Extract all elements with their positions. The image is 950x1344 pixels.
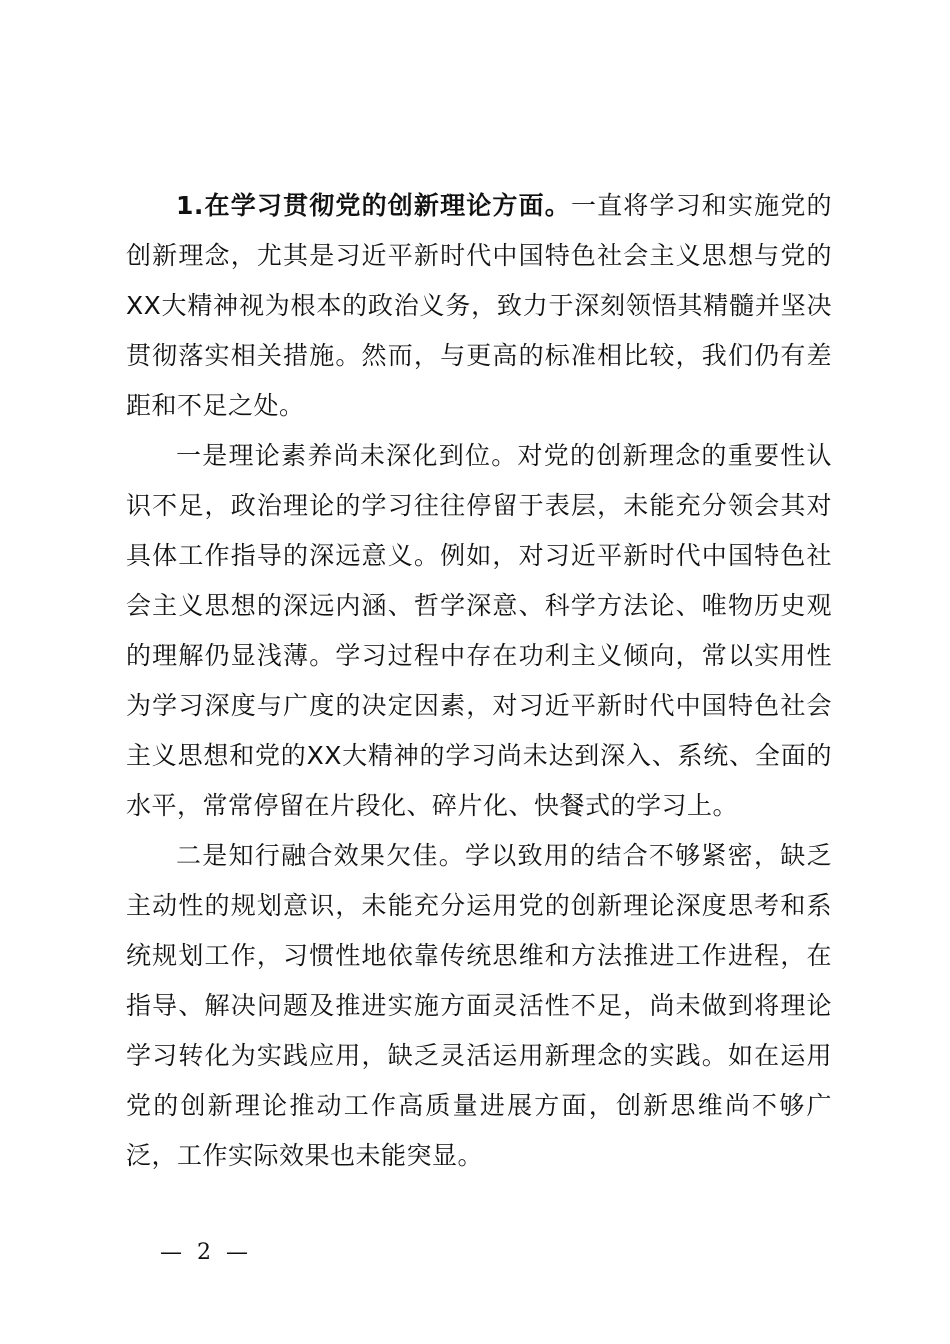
document-body <box>126 181 832 1181</box>
section-paragraph-1 <box>126 181 832 431</box>
page-number: — 2 — <box>160 1240 252 1265</box>
body-paragraph: 二是知行融合效果欠佳。学以致用的结合不够紧密，缺乏主动性的规划意识，未能充分运用党的创新理论深度思考和系统规划工作，习惯性地依靠传统思维和方法推进工作进程，在指导、解决问题及推进实施方面灵活性不足，尚未做到将理论学习转化为实践应用，缺乏灵活运用新理念的实践。如在运用党的创新理论推动工作高质量进展方面，创新思维尚不够广泛，工作实际效果也未能突显。 <box>126 841 832 1170</box>
section-body: 一直将学习和实施党的创新理念，尤其是习近平新时代中国特色社会主义思想与党的XX大精神视为根本的政治义务，致力于深刻领悟其精髓并坚决贯彻落实相关措施。然而，与更高的标准相比较，我们仍有差距和不足之处。 <box>126 191 832 420</box>
body-paragraph: 一是理论素养尚未深化到位。对党的创新理念的重要性认识不足，政治理论的学习往往停留于表层，未能充分领会其对具体工作指导的深远意义。例如，对习近平新时代中国特色社会主义思想的深远内涵、哲学深意、科学方法论、唯物历史观的理解仍显浅薄。学习过程中存在功利主义倾向，常以实用性为学习深度与广度的决定因素，对习近平新时代中国特色社会主义思想和党的XX大精神的学习尚未达到深入、系统、全面的水平，常常停留在片段化、碎片化、快餐式的学习上。 <box>126 441 832 820</box>
section-heading: 1.在学习贯彻党的创新理论方面。 <box>176 191 571 220</box>
